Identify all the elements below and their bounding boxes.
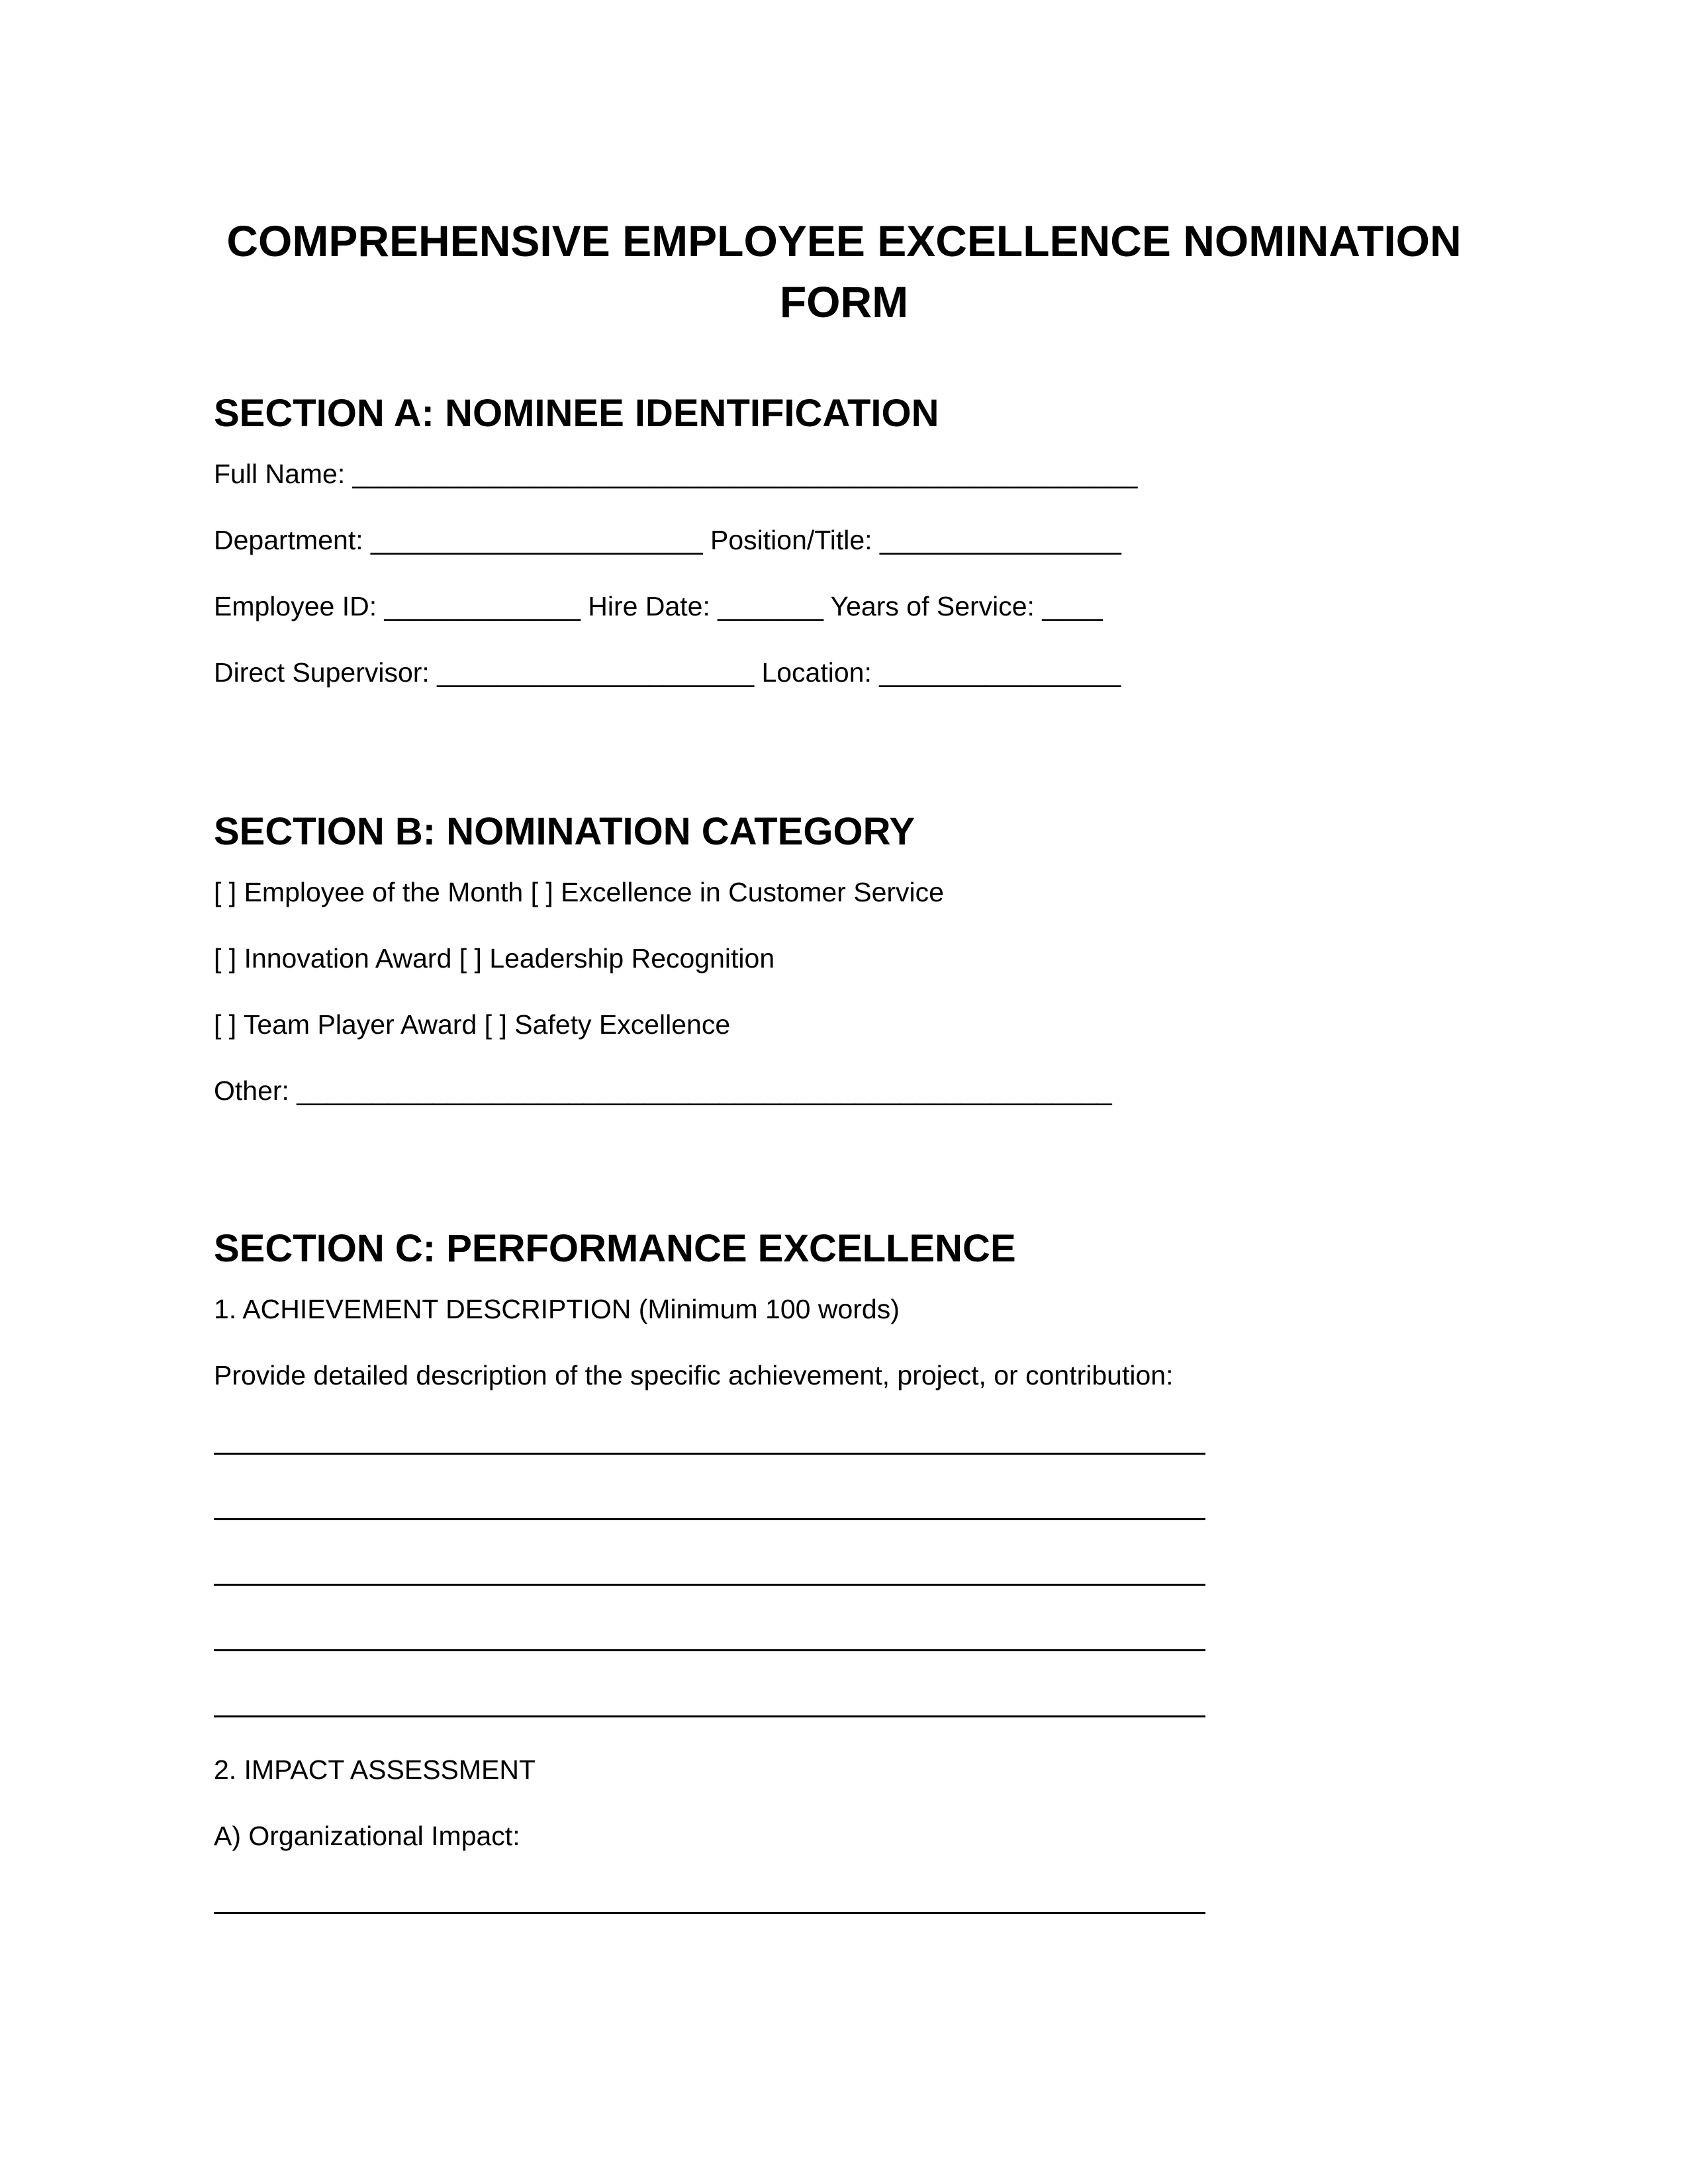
organizational-impact-label: A) Organizational Impact: [214, 1821, 520, 1851]
achievement-answer-line[interactable] [214, 1649, 1205, 1651]
full-name-field[interactable]: Full Name: ____________________________________________________ [214, 459, 1138, 489]
supervisor-location-fields[interactable]: Direct Supervisor: _____________________ Location: ________________ [214, 657, 1121, 688]
achievement-answer-line[interactable] [214, 1584, 1205, 1586]
impact-assessment-label: 2. IMPACT ASSESSMENT [214, 1754, 536, 1785]
section-b-heading: SECTION B: NOMINATION CATEGORY [214, 810, 915, 853]
achievement-answer-line[interactable] [214, 1518, 1205, 1520]
other-category-field[interactable]: Other: ______________________________________________________ [214, 1075, 1112, 1106]
achievement-answer-line[interactable] [214, 1715, 1205, 1717]
department-position-fields[interactable]: Department: ______________________ Position/Title: ________________ [214, 525, 1121, 555]
form-title: COMPREHENSIVE EMPLOYEE EXCELLENCE NOMINATION FORM [226, 216, 1462, 326]
employee-id-hire-date-fields[interactable]: Employee ID: _____________ Hire Date: _______ Years of Service: ____ [214, 591, 1103, 621]
category-checkbox-row[interactable]: [ ] Employee of the Month [ ] Excellence in Customer Service [214, 877, 944, 907]
section-a-heading: SECTION A: NOMINEE IDENTIFICATION [214, 392, 939, 435]
achievement-description-prompt: Provide detailed description of the specific achievement, project, or contribution: [214, 1360, 1174, 1390]
category-checkbox-row[interactable]: [ ] Innovation Award [ ] Leadership Recognition [214, 943, 775, 974]
organizational-impact-answer-line[interactable] [214, 1912, 1205, 1914]
category-checkbox-row[interactable]: [ ] Team Player Award [ ] Safety Excellence [214, 1009, 731, 1040]
achievement-description-label: 1. ACHIEVEMENT DESCRIPTION (Minimum 100 words) [214, 1294, 900, 1324]
achievement-answer-line[interactable] [214, 1453, 1205, 1455]
section-c-heading: SECTION C: PERFORMANCE EXCELLENCE [214, 1227, 1016, 1270]
